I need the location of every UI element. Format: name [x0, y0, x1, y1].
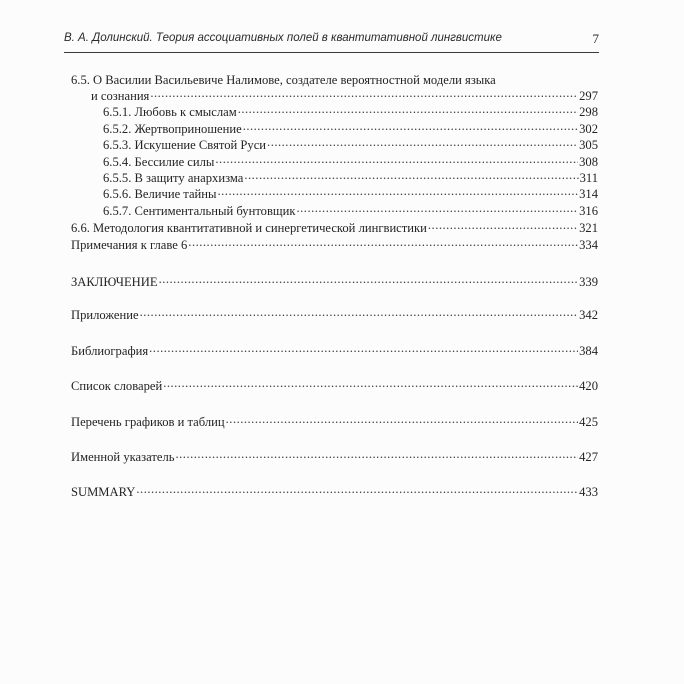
toc-entry-label: SUMMARY: [71, 485, 136, 499]
toc-entry-label: Список словарей: [71, 379, 163, 393]
toc-entry-label: 6.6. Методология квантитативной и синергетической лингвистики: [71, 221, 427, 235]
toc-entry-page: 302: [579, 122, 598, 136]
dot-leader: [226, 414, 578, 426]
toc-entry: [71, 484, 598, 500]
toc-entry: [71, 343, 598, 359]
toc-entry-page: 321: [579, 221, 598, 235]
dot-leader: [297, 203, 579, 215]
toc-entry: [71, 274, 598, 290]
toc-entry: [71, 220, 598, 236]
toc-entry-page: 311: [579, 171, 598, 185]
toc-entry: [71, 237, 598, 253]
dot-leader: [238, 104, 578, 116]
toc-entry-page: 384: [579, 344, 598, 358]
toc-entry: [103, 154, 598, 170]
toc-entry-page: 420: [579, 379, 598, 393]
dot-leader: [267, 137, 578, 149]
dot-leader: [140, 307, 579, 319]
toc-entry-page: 334: [579, 238, 598, 252]
dot-leader: [188, 237, 578, 249]
dot-leader: [163, 378, 578, 390]
toc-entry-page: 425: [579, 415, 598, 429]
toc-entry-label: 6.5.4. Бессилие силы: [103, 155, 215, 169]
toc-entry-page: 433: [579, 485, 598, 499]
toc-entry-label: ЗАКЛЮЧЕНИЕ: [71, 275, 158, 289]
toc-entry: [71, 414, 598, 430]
dot-leader: [136, 484, 578, 496]
toc-entry-page: 298: [579, 105, 598, 119]
dot-leader: [159, 274, 579, 286]
toc-entry-label: 6.5.7. Сентиментальный бунтовщик: [103, 204, 296, 218]
toc-entry-label: Именной указатель: [71, 450, 175, 464]
toc-entry-page: 297: [579, 89, 598, 103]
toc-entry-label: Приложение: [71, 308, 139, 322]
toc-entry-page: 305: [579, 138, 598, 152]
toc-entry-page: 314: [579, 187, 598, 201]
toc-entry: [71, 378, 598, 394]
dot-leader: [176, 449, 579, 461]
dot-leader: [243, 121, 578, 133]
toc-entry-6-5: [91, 88, 598, 104]
toc-entry-6-5-line1: 6.5. О Василии Васильевиче Налимове, создателе вероятностной модели языка: [71, 73, 496, 87]
toc-entry-label: Перечень графиков и таблиц: [71, 415, 225, 429]
toc-entry-label: Библиография: [71, 344, 149, 358]
toc-entry-label: и сознания: [91, 89, 150, 103]
dot-leader: [428, 220, 578, 232]
toc-entry-label: 6.5.1. Любовь к смыслам: [103, 105, 237, 119]
toc-entry-label: 6.5.3. Искушение Святой Руси: [103, 138, 267, 152]
toc-entry-page: 308: [579, 155, 598, 169]
toc-entry-label: 6.5.5. В защиту анархизма: [103, 171, 244, 185]
toc-entry-page: 316: [579, 204, 598, 218]
toc-entry: [103, 121, 598, 137]
dot-leader: [149, 343, 578, 355]
toc-entry-label: 6.5.6. Величие тайны: [103, 187, 217, 201]
toc-entry-page: 427: [579, 450, 598, 464]
dot-leader: [215, 154, 578, 166]
toc-entry-label: Примечания к главе 6: [71, 238, 188, 252]
dot-leader: [218, 186, 579, 198]
dot-leader: [244, 170, 578, 182]
toc-entry-label: 6.5.2. Жертвоприношение: [103, 122, 242, 136]
toc-entry-page: 342: [579, 308, 598, 322]
toc-entry: [71, 449, 598, 465]
toc-entry: [103, 170, 598, 186]
page-number: 7: [592, 31, 599, 46]
running-head-title: В. А. Долинский. Теория ассоциативных полей в квантитативной лингвистике: [64, 32, 502, 44]
toc-entry: [103, 137, 598, 153]
toc-entry: [103, 104, 598, 120]
toc-entry: [71, 307, 598, 323]
toc-entry: [103, 203, 598, 219]
dot-leader: [150, 88, 578, 100]
toc-entry-page: 339: [579, 275, 598, 289]
toc-entry: [103, 186, 598, 202]
